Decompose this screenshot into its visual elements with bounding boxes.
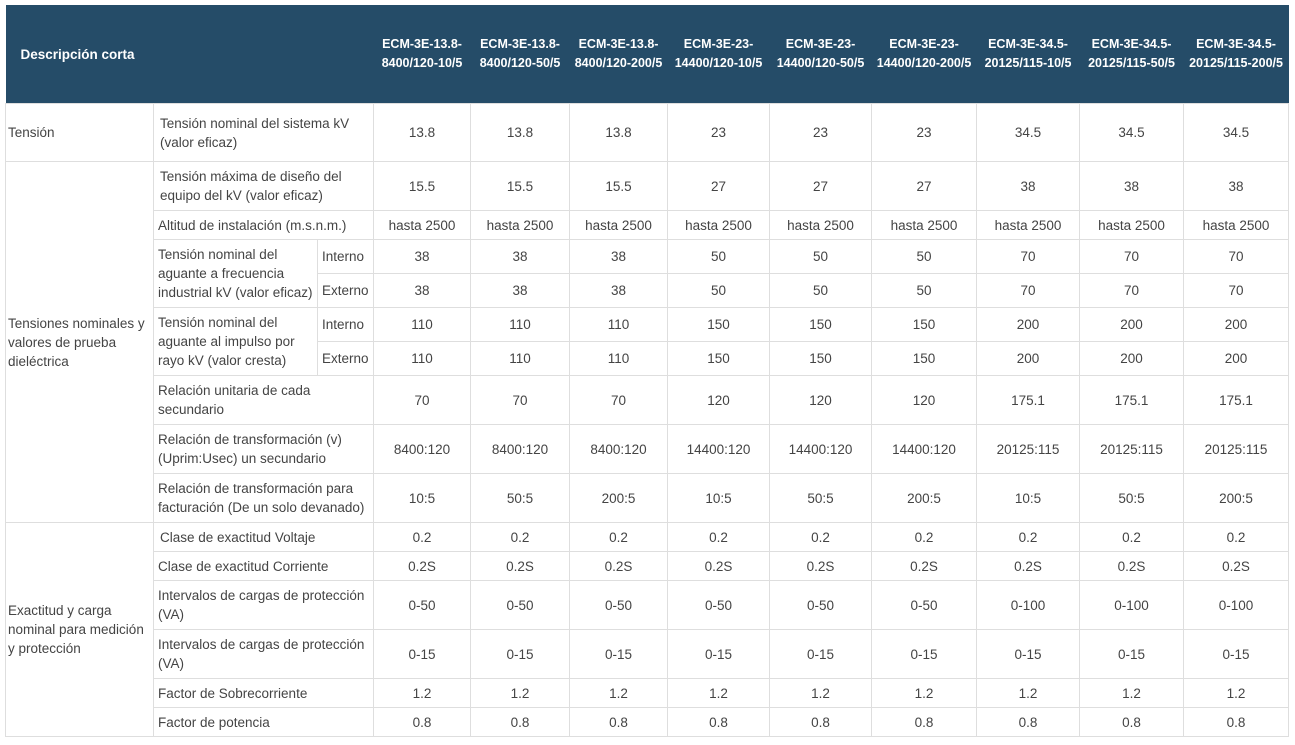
value-cell: 0.8 bbox=[872, 708, 977, 737]
table-row bbox=[6, 240, 1289, 274]
spec-table bbox=[5, 5, 1289, 737]
value-cell: 0-15 bbox=[374, 630, 471, 679]
row-label: Altitud de instalación (m.s.n.m.) bbox=[154, 211, 374, 240]
value-cell: 0-15 bbox=[872, 630, 977, 679]
header-model: ECM-3E-23-14400/120-200/5 bbox=[872, 5, 977, 104]
value-cell: 20125:115 bbox=[977, 425, 1080, 474]
value-cell: 14400:120 bbox=[668, 425, 770, 474]
value-cell: 110 bbox=[374, 308, 471, 342]
value-cell: 10:5 bbox=[668, 474, 770, 523]
value-cell: 50 bbox=[668, 274, 770, 308]
header-model: ECM-3E-13.8-8400/120-10/5 bbox=[374, 5, 471, 104]
table-row bbox=[6, 162, 1289, 211]
value-cell: 175.1 bbox=[977, 376, 1080, 425]
value-cell: 1.2 bbox=[471, 679, 570, 708]
value-cell: 1.2 bbox=[770, 679, 872, 708]
row-label: Tensión nominal del sistema kV (valor eficaz) bbox=[154, 104, 374, 162]
value-cell: 14400:120 bbox=[770, 425, 872, 474]
value-cell: 200 bbox=[1080, 342, 1184, 376]
value-cell: 10:5 bbox=[374, 474, 471, 523]
value-cell: 38 bbox=[570, 240, 668, 274]
value-cell: 13.8 bbox=[374, 104, 471, 162]
header-model: ECM-3E-34.5-20125/115-10/5 bbox=[977, 5, 1080, 104]
value-cell: 50:5 bbox=[1080, 474, 1184, 523]
sub-label-interno: Interno bbox=[318, 308, 374, 342]
value-cell: 0.2 bbox=[1080, 523, 1184, 552]
value-cell: 34.5 bbox=[977, 104, 1080, 162]
row-label: Clase de exactitud Voltaje bbox=[154, 523, 374, 552]
value-cell: 34.5 bbox=[1184, 104, 1289, 162]
value-cell: 0.2S bbox=[471, 552, 570, 581]
value-cell: 50 bbox=[872, 274, 977, 308]
value-cell: 200:5 bbox=[872, 474, 977, 523]
category-cell: Tensión bbox=[6, 104, 154, 162]
value-cell: hasta 2500 bbox=[977, 211, 1080, 240]
value-cell: 0.2 bbox=[770, 523, 872, 552]
value-cell: 0.2S bbox=[872, 552, 977, 581]
value-cell: 0-50 bbox=[570, 581, 668, 630]
value-cell: hasta 2500 bbox=[374, 211, 471, 240]
value-cell: 150 bbox=[668, 342, 770, 376]
value-cell: 150 bbox=[872, 308, 977, 342]
value-cell: 0-100 bbox=[977, 581, 1080, 630]
value-cell: 0-15 bbox=[668, 630, 770, 679]
row-label: Relación unitaria de cada secundario bbox=[154, 376, 374, 425]
value-cell: 27 bbox=[872, 162, 977, 211]
row-label: Tensión máxima de diseño del equipo del kV (valor eficaz) bbox=[154, 162, 374, 211]
category-cell: Exactitud y carga nominal para medición y protección bbox=[6, 523, 154, 737]
value-cell: 1.2 bbox=[570, 679, 668, 708]
value-cell: 110 bbox=[471, 342, 570, 376]
value-cell: 0-100 bbox=[1080, 581, 1184, 630]
value-cell: 110 bbox=[471, 308, 570, 342]
header-model: ECM-3E-13.8-8400/120-200/5 bbox=[570, 5, 668, 104]
value-cell: 1.2 bbox=[1184, 679, 1289, 708]
row-label: Clase de exactitud Corriente bbox=[154, 552, 374, 581]
value-cell: 0.2 bbox=[374, 523, 471, 552]
value-cell: 50:5 bbox=[471, 474, 570, 523]
value-cell: 38 bbox=[570, 274, 668, 308]
value-cell: 50 bbox=[872, 240, 977, 274]
value-cell: 38 bbox=[374, 274, 471, 308]
value-cell: 0-50 bbox=[872, 581, 977, 630]
value-cell: 70 bbox=[1080, 274, 1184, 308]
value-cell: 0-100 bbox=[1184, 581, 1289, 630]
value-cell: hasta 2500 bbox=[668, 211, 770, 240]
value-cell: hasta 2500 bbox=[570, 211, 668, 240]
value-cell: 0-50 bbox=[770, 581, 872, 630]
sub-label-externo: Externo bbox=[318, 342, 374, 376]
value-cell: 1.2 bbox=[872, 679, 977, 708]
value-cell: 14400:120 bbox=[872, 425, 977, 474]
value-cell: 0.2S bbox=[1080, 552, 1184, 581]
table-header-row bbox=[6, 5, 1289, 104]
value-cell: 1.2 bbox=[977, 679, 1080, 708]
table-row bbox=[6, 211, 1289, 240]
value-cell: 0.8 bbox=[977, 708, 1080, 737]
table-row bbox=[6, 581, 1289, 630]
row-label: Tensión nominal del aguante a frecuencia industrial kV (valor eficaz) bbox=[154, 240, 318, 308]
value-cell: hasta 2500 bbox=[1184, 211, 1289, 240]
value-cell: 70 bbox=[1184, 240, 1289, 274]
table-row bbox=[6, 708, 1289, 737]
value-cell: 15.5 bbox=[471, 162, 570, 211]
header-model: ECM-3E-34.5-20125/115-200/5 bbox=[1184, 5, 1289, 104]
table-row bbox=[6, 630, 1289, 679]
value-cell: 175.1 bbox=[1184, 376, 1289, 425]
value-cell: 0.2S bbox=[977, 552, 1080, 581]
header-model: ECM-3E-13.8-8400/120-50/5 bbox=[471, 5, 570, 104]
row-label: Tensión nominal del aguante al impulso por rayo kV (valor cresta) bbox=[154, 308, 318, 376]
sub-label-externo: Externo bbox=[318, 274, 374, 308]
value-cell: 38 bbox=[471, 274, 570, 308]
value-cell: 150 bbox=[770, 342, 872, 376]
value-cell: 50 bbox=[770, 240, 872, 274]
value-cell: 20125:115 bbox=[1184, 425, 1289, 474]
spec-table-wrapper bbox=[5, 5, 1288, 737]
value-cell: 0-50 bbox=[668, 581, 770, 630]
value-cell: 0.8 bbox=[1080, 708, 1184, 737]
value-cell: 70 bbox=[977, 274, 1080, 308]
header-model: ECM-3E-34.5-20125/115-50/5 bbox=[1080, 5, 1184, 104]
value-cell: 38 bbox=[1080, 162, 1184, 211]
value-cell: 0-15 bbox=[471, 630, 570, 679]
table-row bbox=[6, 425, 1289, 474]
value-cell: 38 bbox=[374, 240, 471, 274]
value-cell: 34.5 bbox=[1080, 104, 1184, 162]
value-cell: 38 bbox=[977, 162, 1080, 211]
value-cell: 0-15 bbox=[1080, 630, 1184, 679]
value-cell: 50 bbox=[770, 274, 872, 308]
value-cell: 120 bbox=[668, 376, 770, 425]
value-cell: 23 bbox=[872, 104, 977, 162]
value-cell: 200:5 bbox=[1184, 474, 1289, 523]
table-row bbox=[6, 552, 1289, 581]
value-cell: 0.8 bbox=[471, 708, 570, 737]
value-cell: 200 bbox=[1184, 342, 1289, 376]
table-row bbox=[6, 523, 1289, 552]
value-cell: 0.2S bbox=[374, 552, 471, 581]
value-cell: 150 bbox=[770, 308, 872, 342]
value-cell: 70 bbox=[374, 376, 471, 425]
value-cell: 150 bbox=[872, 342, 977, 376]
value-cell: 120 bbox=[770, 376, 872, 425]
value-cell: 200:5 bbox=[570, 474, 668, 523]
row-label: Relación de transformación (v) (Uprim:Usec) un secundario bbox=[154, 425, 374, 474]
value-cell: 0-50 bbox=[374, 581, 471, 630]
value-cell: 23 bbox=[668, 104, 770, 162]
value-cell: hasta 2500 bbox=[1080, 211, 1184, 240]
value-cell: 0.2 bbox=[570, 523, 668, 552]
value-cell: 200 bbox=[1184, 308, 1289, 342]
value-cell: 0.2S bbox=[570, 552, 668, 581]
value-cell: 38 bbox=[1184, 162, 1289, 211]
value-cell: 0.2 bbox=[977, 523, 1080, 552]
header-model: ECM-3E-23-14400/120-50/5 bbox=[770, 5, 872, 104]
row-label: Intervalos de cargas de protección (VA) bbox=[154, 581, 374, 630]
value-cell: 0.2 bbox=[1184, 523, 1289, 552]
value-cell: 0.2 bbox=[471, 523, 570, 552]
value-cell: 70 bbox=[1080, 240, 1184, 274]
value-cell: 50 bbox=[668, 240, 770, 274]
value-cell: hasta 2500 bbox=[770, 211, 872, 240]
value-cell: 13.8 bbox=[471, 104, 570, 162]
value-cell: 0.8 bbox=[570, 708, 668, 737]
value-cell: 1.2 bbox=[1080, 679, 1184, 708]
header-model: ECM-3E-23-14400/120-10/5 bbox=[668, 5, 770, 104]
table-row bbox=[6, 474, 1289, 523]
category-cell: Tensiones nominales y valores de prueba dieléctrica bbox=[6, 162, 154, 523]
value-cell: 0.2S bbox=[1184, 552, 1289, 581]
value-cell: 13.8 bbox=[570, 104, 668, 162]
value-cell: 0.2 bbox=[872, 523, 977, 552]
value-cell: 27 bbox=[770, 162, 872, 211]
row-label: Relación de transformación para facturación (De un solo devanado) bbox=[154, 474, 374, 523]
value-cell: 0.8 bbox=[668, 708, 770, 737]
sub-label-interno: Interno bbox=[318, 240, 374, 274]
row-label: Intervalos de cargas de protección (VA) bbox=[154, 630, 374, 679]
value-cell: 8400:120 bbox=[374, 425, 471, 474]
value-cell: 200 bbox=[977, 308, 1080, 342]
value-cell: 10:5 bbox=[977, 474, 1080, 523]
value-cell: 110 bbox=[570, 308, 668, 342]
table-row bbox=[6, 104, 1289, 162]
value-cell: 0-50 bbox=[471, 581, 570, 630]
value-cell: 70 bbox=[977, 240, 1080, 274]
table-row bbox=[6, 376, 1289, 425]
value-cell: 70 bbox=[471, 376, 570, 425]
row-label: Factor de Sobrecorriente bbox=[154, 679, 374, 708]
table-row bbox=[6, 679, 1289, 708]
row-label: Factor de potencia bbox=[154, 708, 374, 737]
table-row bbox=[6, 308, 1289, 342]
value-cell: 27 bbox=[668, 162, 770, 211]
value-cell: 0-15 bbox=[570, 630, 668, 679]
value-cell: 0.2S bbox=[668, 552, 770, 581]
value-cell: 200 bbox=[1080, 308, 1184, 342]
value-cell: 0.8 bbox=[374, 708, 471, 737]
value-cell: 175.1 bbox=[1080, 376, 1184, 425]
value-cell: 23 bbox=[770, 104, 872, 162]
value-cell: 50:5 bbox=[770, 474, 872, 523]
value-cell: 120 bbox=[872, 376, 977, 425]
value-cell: 20125:115 bbox=[1080, 425, 1184, 474]
value-cell: 70 bbox=[1184, 274, 1289, 308]
value-cell: 1.2 bbox=[668, 679, 770, 708]
value-cell: 0.2 bbox=[668, 523, 770, 552]
value-cell: 0.2S bbox=[770, 552, 872, 581]
value-cell: 0-15 bbox=[1184, 630, 1289, 679]
value-cell: 70 bbox=[570, 376, 668, 425]
value-cell: 0-15 bbox=[977, 630, 1080, 679]
value-cell: 0.8 bbox=[1184, 708, 1289, 737]
value-cell: 150 bbox=[668, 308, 770, 342]
value-cell: 15.5 bbox=[374, 162, 471, 211]
value-cell: 200 bbox=[977, 342, 1080, 376]
value-cell: hasta 2500 bbox=[872, 211, 977, 240]
header-short-description: Descripción corta bbox=[6, 5, 374, 104]
value-cell: 15.5 bbox=[570, 162, 668, 211]
value-cell: 110 bbox=[374, 342, 471, 376]
value-cell: 8400:120 bbox=[471, 425, 570, 474]
value-cell: 110 bbox=[570, 342, 668, 376]
value-cell: hasta 2500 bbox=[471, 211, 570, 240]
value-cell: 38 bbox=[471, 240, 570, 274]
value-cell: 0-15 bbox=[770, 630, 872, 679]
value-cell: 0.8 bbox=[770, 708, 872, 737]
value-cell: 1.2 bbox=[374, 679, 471, 708]
value-cell: 8400:120 bbox=[570, 425, 668, 474]
